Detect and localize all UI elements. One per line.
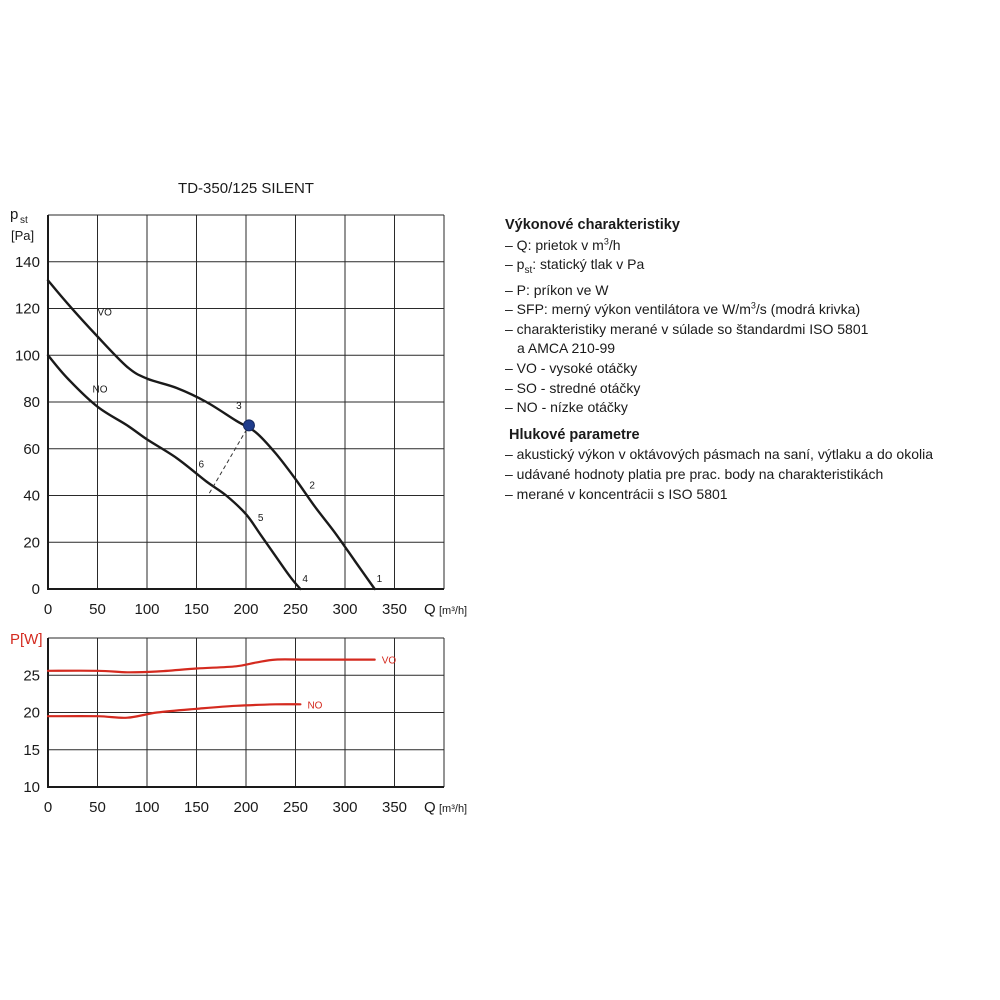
point-annotation: 1 [376, 573, 383, 585]
x-tick-label: 350 [381, 601, 408, 618]
x-tick-label: 300 [332, 799, 358, 816]
y-axis-label-subscript: st [20, 215, 28, 226]
y-tick-label: 10 [23, 779, 40, 796]
series-line-no [48, 704, 300, 718]
x-axis-unit: [m³/h] [439, 605, 468, 617]
series-label-vo: VO [97, 307, 112, 319]
x-axis-unit: [m³/h] [439, 803, 468, 815]
x-tick-label: 300 [332, 601, 358, 618]
y-axis-unit: [Pa] [11, 228, 35, 243]
x-tick-label: 350 [381, 799, 408, 816]
y-tick-label: 25 [23, 667, 40, 685]
noise-item-2: – udávané hodnoty platia pre prac. body na charakteristikách [505, 465, 884, 482]
x-tick-label: 100 [134, 601, 160, 618]
legend-sfp: – SFP: merný výkon ventilátora ve $W/m^3/s$ (modrá krivka) [505, 300, 861, 318]
x-tick-label: 150 [183, 601, 210, 618]
series-line-no [48, 355, 300, 589]
series-label-no: NO [92, 384, 108, 396]
y-tick-label: 140 [14, 253, 40, 271]
x-axis-label: Q [424, 799, 436, 816]
legend-amca: a AMCA 210-99 [517, 340, 616, 357]
y-tick-label: 40 [23, 487, 40, 505]
point-annotation: 5 [257, 513, 264, 525]
y-axis-label: p [10, 206, 19, 223]
power-chart [10, 631, 467, 816]
x-tick-label: 150 [183, 799, 210, 816]
x-tick-label: 0 [43, 799, 53, 816]
point-annotation: 4 [302, 573, 308, 585]
point-annotation: 3 [236, 401, 242, 413]
y-tick-label: 120 [14, 300, 40, 318]
x-tick-label: 50 [89, 799, 106, 816]
legend-pressure: – $p_{st}$: statický tlak v Pa [505, 256, 645, 276]
y-tick-label: 80 [23, 394, 40, 411]
legend-no: – NO - nízke otáčky [505, 399, 628, 416]
x-tick-label: 200 [233, 601, 259, 618]
series-label-no: NO [307, 700, 323, 712]
x-tick-label: 200 [233, 799, 259, 816]
performance-heading: Výkonové charakteristiky [505, 217, 680, 233]
noise-item-1: – akustický výkon v oktávových pásmach na saní, výtlaku a do okolia [505, 446, 933, 463]
sfp-dashed-line [209, 425, 249, 493]
x-tick-label: 100 [134, 799, 160, 816]
working-point-marker [243, 420, 254, 431]
legend-panel [505, 216, 985, 504]
x-tick-label: 250 [282, 799, 309, 816]
legend-vo: – VO - vysoké otáčky [505, 359, 638, 376]
x-tick-label: 250 [282, 601, 309, 618]
series-label-vo: VO [381, 655, 397, 667]
y-tick-label: 20 [23, 704, 40, 722]
power-y-axis-label: P[W] [10, 631, 43, 648]
y-tick-label: 60 [23, 440, 40, 458]
point-annotation: 2 [309, 480, 315, 492]
x-tick-label: 0 [43, 601, 53, 618]
point-annotation: 6 [198, 459, 205, 471]
legend-iso: – charakteristiky merané v súlade so štandardmi ISO 5801 [505, 320, 869, 337]
x-axis-label: Q [424, 601, 436, 618]
x-tick-label: 50 [89, 601, 106, 618]
chart-title: TD-350/125 SILENT [178, 180, 314, 197]
noise-heading: Hlukové parametre [509, 426, 640, 443]
legend-flow: – Q: prietok v $m^3/h$ [505, 235, 621, 253]
legend-power: – P: príkon ve W [505, 281, 609, 298]
noise-item-3: – merané v koncentrácii s ISO 5801 [505, 485, 728, 502]
legend-so: – SO - stredné otáčky [505, 379, 641, 396]
y-tick-label: 20 [23, 534, 40, 552]
y-tick-label: 15 [23, 741, 40, 759]
pressure-chart [10, 180, 467, 618]
y-tick-label: 100 [14, 347, 40, 365]
y-tick-label: 0 [31, 581, 40, 598]
